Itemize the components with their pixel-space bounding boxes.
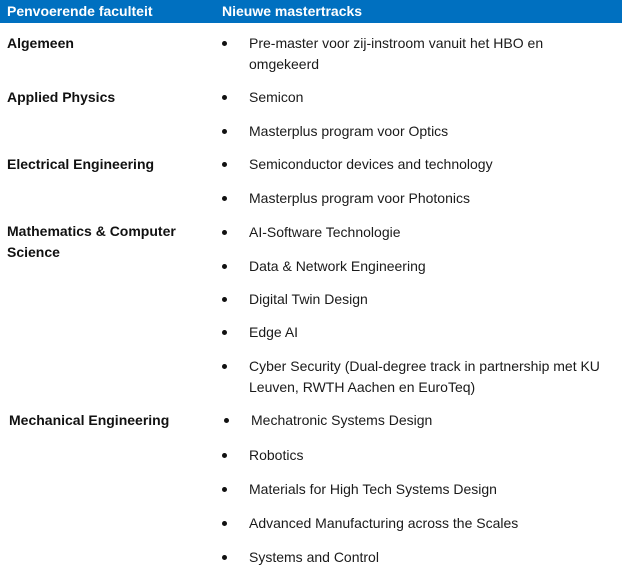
faculty-mathematics-computer-science: Mathematics & Computer Science xyxy=(7,223,176,260)
track-label: Masterplus program voor Optics xyxy=(249,123,449,139)
faculty-applied-physics: Applied Physics xyxy=(7,89,116,105)
header-mastertracks: Nieuwe mastertracks xyxy=(222,3,363,19)
track-label: Digital Twin Design xyxy=(249,291,368,307)
list-item xyxy=(222,222,612,243)
list-item xyxy=(222,513,612,534)
bullet-icon xyxy=(222,95,227,100)
list-item xyxy=(222,445,612,466)
track-label: Data & Network Engineering xyxy=(249,258,426,274)
track-label: Advanced Manufacturing across the Scales xyxy=(249,515,519,531)
list-item xyxy=(222,479,612,500)
bullet-icon xyxy=(222,364,227,369)
bullet-icon xyxy=(222,162,227,167)
bullet-icon xyxy=(222,555,227,560)
table-header xyxy=(0,0,622,23)
bullet-icon xyxy=(222,129,227,134)
track-label: Systems and Control xyxy=(249,549,379,565)
faculty-mechanical-engineering: Mechanical Engineering xyxy=(9,412,170,428)
track-label: Semicon xyxy=(249,89,304,105)
list-item xyxy=(222,256,612,277)
faculty-electrical-engineering: Electrical Engineering xyxy=(7,156,155,172)
list-item xyxy=(222,322,612,343)
track-label: Mechatronic Systems Design xyxy=(251,412,433,428)
track-label: Pre-master voor zij-instroom vanuit het HBO en omgekeerd xyxy=(249,35,544,72)
list-item xyxy=(222,121,612,142)
list-item xyxy=(222,289,612,310)
list-item xyxy=(222,547,612,568)
bullet-icon xyxy=(222,453,227,458)
track-label: Edge AI xyxy=(249,324,299,340)
list-item xyxy=(224,410,614,431)
list-item xyxy=(222,188,612,209)
bullet-icon xyxy=(222,330,227,335)
track-label: Semiconductor devices and technology xyxy=(249,156,493,172)
list-item xyxy=(222,154,612,175)
bullet-icon xyxy=(222,41,227,46)
bullet-icon xyxy=(222,521,227,526)
track-label: Masterplus program voor Photonics xyxy=(249,190,470,206)
bullet-icon xyxy=(222,230,227,235)
bullet-icon xyxy=(222,297,227,302)
track-label: Robotics xyxy=(249,447,304,463)
track-label: AI-Software Technologie xyxy=(249,224,401,240)
list-item xyxy=(222,356,602,398)
bullet-icon xyxy=(222,196,227,201)
list-item xyxy=(222,87,612,108)
bullet-icon xyxy=(222,487,227,492)
header-faculty: Penvoerende faculteit xyxy=(7,3,153,19)
bullet-icon xyxy=(224,418,229,423)
track-label: Cyber Security (Dual-degree track in partnership met KU Leuven, RWTH Aachen en EuroTeq) xyxy=(249,358,600,395)
list-item xyxy=(222,33,612,75)
track-label: Materials for High Tech Systems Design xyxy=(249,481,497,497)
faculty-algemeen: Algemeen xyxy=(7,35,74,51)
bullet-icon xyxy=(222,264,227,269)
